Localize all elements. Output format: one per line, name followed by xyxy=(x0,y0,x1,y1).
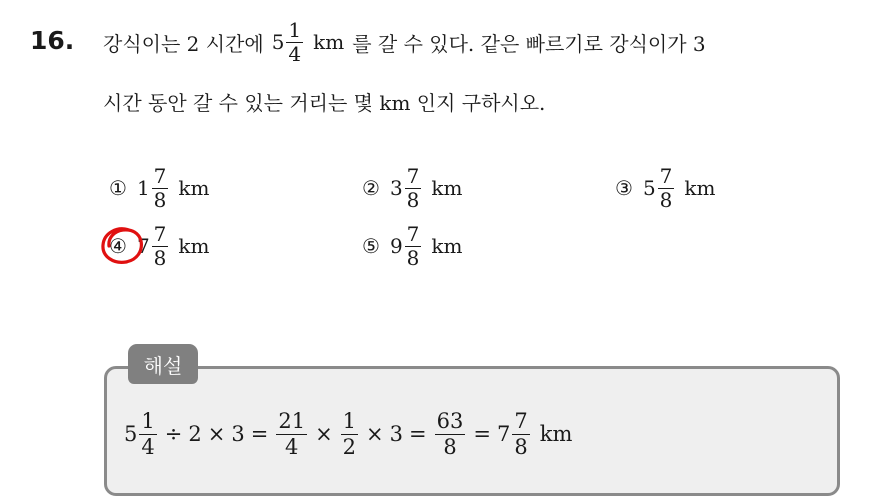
sol-two: 2 xyxy=(188,422,202,446)
choice-2-whole: 3 xyxy=(389,176,403,200)
sol-term1-fraction xyxy=(139,410,156,457)
choice-5-whole: 9 xyxy=(389,234,403,258)
choice-mark-3: ③ xyxy=(615,176,633,200)
given-whole: 5 xyxy=(271,30,285,54)
choice-1-fraction xyxy=(152,163,169,212)
question-text-line2: 시간 동안 갈 수 있는 거리는 몇 km 인지 구하시오. xyxy=(103,90,546,115)
choice-2-unit: km xyxy=(431,176,463,200)
choice-4-numerator: 7 xyxy=(153,221,167,246)
solution-equation xyxy=(124,398,572,470)
sol-result-denominator: 8 xyxy=(514,434,528,459)
choice-3[interactable] xyxy=(615,162,716,214)
sol-result-numerator: 7 xyxy=(514,409,528,434)
sol-f2-denominator: 4 xyxy=(285,434,299,459)
sol-fraction-1-2 xyxy=(341,410,358,457)
choice-2-denominator: 8 xyxy=(406,187,420,212)
sol-fraction-21-4 xyxy=(276,410,307,457)
question-text-after: 를 갈 수 있다. 같은 빠르기로 강식이가 3 xyxy=(352,31,706,56)
sol-f3-numerator: 1 xyxy=(342,409,357,434)
given-denominator: 4 xyxy=(288,41,302,66)
sol-f2-numerator: 21 xyxy=(278,409,306,434)
choice-3-fraction xyxy=(658,163,675,212)
choice-3-numerator: 7 xyxy=(659,163,673,188)
choice-5[interactable] xyxy=(362,220,463,272)
question-line-2 xyxy=(103,83,545,119)
choice-4-unit: km xyxy=(178,234,210,258)
given-distance xyxy=(271,17,305,66)
sol-three-2: 3 xyxy=(389,422,404,446)
choice-4-fraction xyxy=(152,221,169,270)
sol-equals-3: = xyxy=(473,422,491,446)
choice-5-fraction xyxy=(405,221,422,270)
choice-2-fraction xyxy=(405,163,422,212)
choice-1-unit: km xyxy=(178,176,210,200)
sol-term1-whole: 5 xyxy=(124,422,138,446)
sol-result-fraction xyxy=(512,410,529,457)
choice-1-denominator: 8 xyxy=(153,187,167,212)
question-text-before: 강식이는 2 시간에 xyxy=(103,31,264,56)
sol-f3-denominator: 2 xyxy=(342,434,357,459)
sol-term1-denominator: 4 xyxy=(141,434,155,459)
choice-mark-1: ① xyxy=(109,176,127,200)
choice-1-numerator: 7 xyxy=(153,163,167,188)
solution-label: 해설 xyxy=(128,344,198,384)
sol-result-whole: 7 xyxy=(496,422,511,446)
sol-term1-numerator: 1 xyxy=(141,409,155,434)
sol-f4-denominator: 8 xyxy=(443,434,457,459)
choice-mark-2: ② xyxy=(362,176,380,200)
choice-mark-5: ⑤ xyxy=(362,234,380,258)
sol-fraction-63-8 xyxy=(435,410,466,457)
choice-3-unit: km xyxy=(684,176,716,200)
choice-4-denominator: 8 xyxy=(153,245,167,270)
question-line-1 xyxy=(103,14,706,70)
answer-circle-icon xyxy=(99,224,145,266)
question-number: 16. xyxy=(30,26,75,55)
choice-2-numerator: 7 xyxy=(406,163,420,188)
choice-5-denominator: 8 xyxy=(406,245,420,270)
sol-multiply-sign-3: × xyxy=(366,422,384,446)
choice-4-whole: 7 xyxy=(136,234,150,258)
choice-5-numerator: 7 xyxy=(406,221,420,246)
sol-equals-2: = xyxy=(409,422,427,446)
choice-1[interactable] xyxy=(109,162,210,214)
sol-equals-1: = xyxy=(250,422,269,446)
given-unit: km xyxy=(313,30,345,54)
choice-3-denominator: 8 xyxy=(659,187,673,212)
choice-5-unit: km xyxy=(431,234,463,258)
sol-multiply-sign-2: × xyxy=(315,422,333,446)
given-fraction xyxy=(286,17,303,66)
sol-multiply-sign-1: × xyxy=(207,422,226,446)
sol-unit: km xyxy=(539,422,573,446)
choice-2[interactable] xyxy=(362,162,463,214)
choice-mark-4: ④ xyxy=(109,234,127,258)
given-numerator: 1 xyxy=(288,17,302,42)
sol-divide-sign: ÷ xyxy=(164,422,183,446)
choice-1-whole: 1 xyxy=(136,176,150,200)
sol-f4-numerator: 63 xyxy=(436,409,464,434)
sol-three-1: 3 xyxy=(231,422,245,446)
choice-3-whole: 5 xyxy=(642,176,656,200)
